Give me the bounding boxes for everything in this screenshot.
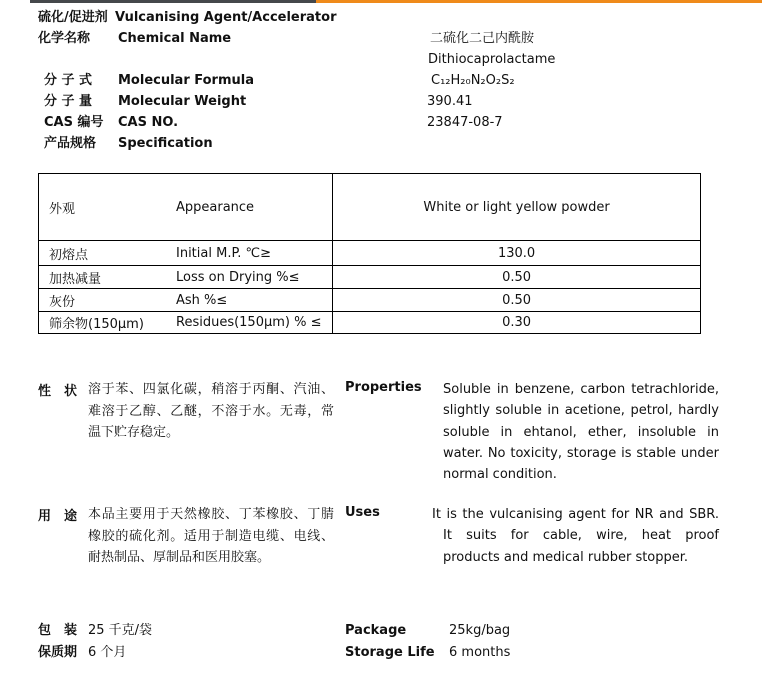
package-value-zh: 25 千克/袋 [88, 623, 153, 638]
field-package [0, 622, 762, 639]
row-label-zh: 外观 [49, 201, 76, 217]
table-cell-value: 0.30 [502, 315, 532, 330]
storage-life-label-en: Storage Life [345, 645, 435, 660]
package-label-en: Package [345, 623, 407, 638]
row-label-en: Appearance [176, 199, 255, 215]
table-cell-label [39, 289, 333, 311]
field-chemical-name [0, 30, 762, 47]
cas-no-value: 23847-08-7 [427, 115, 503, 130]
row-label-zh: 加热减量 [49, 271, 102, 287]
chemical-name-value-zh: 二硫化二己内酰胺 [430, 31, 535, 46]
specification-label-en: Specification [118, 136, 213, 151]
molecular-formula-value: C₁₂H₂₀N₂O₂S₂ [431, 73, 515, 88]
storage-life-value-zh: 6 个月 [88, 645, 127, 660]
table-cell-label [39, 312, 333, 333]
field-chemical-name-en [0, 51, 762, 68]
package-value-en: 25kg/bag [449, 623, 511, 638]
table-cell-value: 0.50 [502, 269, 532, 285]
cas-no-label-zh: CAS 编号 [44, 115, 104, 130]
molecular-formula-label-en: Molecular Formula [118, 73, 254, 88]
uses-label-en: Uses [345, 505, 380, 520]
molecular-formula-label-zh: 分 子 式 [44, 73, 93, 88]
field-specification [0, 135, 762, 152]
chemical-name-value-en: Dithiocaprolactame [428, 52, 556, 67]
table-row-loss-on-drying [39, 265, 700, 288]
uses-text-zh: 本品主要用于天然橡胶、丁苯橡胶、丁腈橡胶的硫化剂。适用于制造电缆、电线、耐热制品、厚制品和医用胶塞。 [88, 507, 334, 565]
table-cell-label [39, 266, 333, 288]
row-label-zh: 初熔点 [49, 247, 89, 263]
top-bar-orange-segment [316, 0, 762, 3]
storage-life-value-en: 6 months [449, 645, 511, 660]
field-molecular-weight [0, 93, 762, 110]
package-label-zh: 包 装 [38, 623, 78, 638]
table-row-appearance [39, 174, 700, 240]
cas-no-label-en: CAS NO. [118, 115, 179, 130]
row-label-zh: 筛余物(150μm) [49, 317, 144, 332]
top-bar-dark-segment [30, 0, 316, 3]
specification-label-zh: 产品规格 [44, 136, 97, 151]
molecular-weight-label-en: Molecular Weight [118, 94, 247, 109]
properties-label-zh: 性 状 [38, 384, 78, 399]
uses-label-zh: 用 途 [38, 509, 78, 524]
field-storage-life [0, 644, 762, 661]
table-row-initial-mp [39, 240, 700, 265]
row-label-en: Initial M.P. ℃≥ [176, 245, 272, 261]
table-cell-label [39, 174, 333, 240]
molecular-weight-value: 390.41 [427, 94, 473, 109]
properties-label-en: Properties [345, 380, 422, 395]
table-cell-value: 130.0 [497, 245, 536, 261]
table-cell-label [39, 241, 333, 265]
molecular-weight-label-zh: 分 子 量 [44, 94, 93, 109]
storage-life-label-zh: 保质期 [38, 645, 78, 660]
table-cell-value: 0.50 [502, 292, 532, 308]
page-title-en: Vulcanising Agent/Accelerator [115, 10, 337, 25]
table-row-residues [39, 311, 700, 333]
uses-text-en: It is the vulcanising agent for NR and SBR. It suits for cable, wire, heat proof products and medical rubber stopper. [432, 507, 719, 565]
table-cell-value: White or light yellow powder [423, 199, 610, 215]
chemical-name-label-zh: 化学名称 [38, 31, 91, 46]
row-label-en: Loss on Drying %≤ [176, 269, 300, 285]
field-molecular-formula [0, 72, 762, 89]
row-label-en: Ash %≤ [176, 292, 228, 308]
page-title-zh: 硫化/促进剂 [38, 10, 108, 25]
table-row-ash [39, 288, 700, 311]
chemical-name-label-en: Chemical Name [118, 31, 232, 46]
properties-text-en: Soluble in benzene, carbon tetrachloride, slightly soluble in acetione, petrol, hardly soluble in ehtanol, ether, insoluble in water. No toxicity, storage is stable under normal condition. [443, 382, 719, 483]
properties-text-zh: 溶于苯、四氯化碳，稍溶于丙酮、汽油、难溶于乙醇、乙醚，不溶于水。无毒，常温下贮存稳定。 [88, 382, 334, 440]
top-accent-bar [0, 0, 762, 3]
field-cas-no [0, 114, 762, 131]
page-title [0, 9, 762, 26]
specification-table [38, 173, 701, 334]
row-label-zh: 灰份 [49, 294, 76, 310]
row-label-en: Residues(150μm) % ≤ [176, 315, 322, 330]
